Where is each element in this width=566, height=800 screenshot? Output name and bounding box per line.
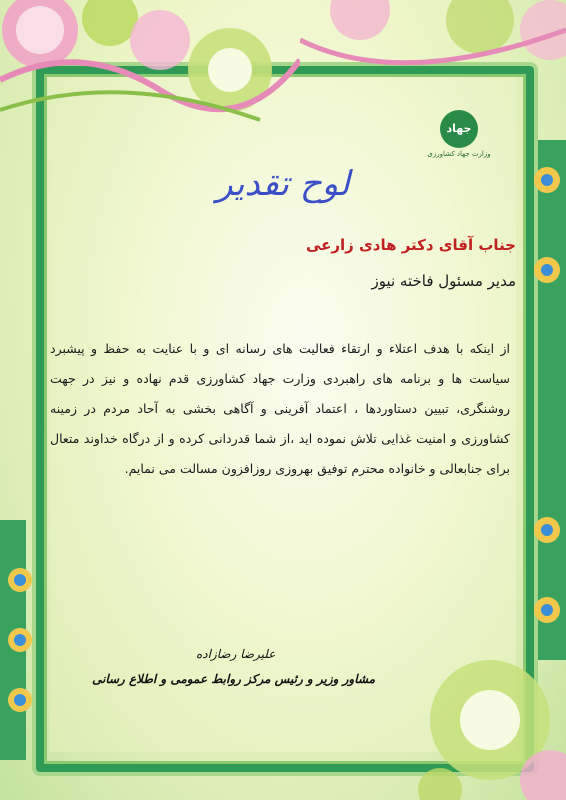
certificate-body-text: از اینکه با هدف اعتلاء و ارتقاء فعالیت های رسانه ای و با عنایت به حفظ و پیشبرد سیاست ها و برنامه های راهبردی وزارت جهاد کشاورزی قدم نهاده و نیز در جهت روشنگری، تبیین دستاوردها ، اعتماد آفرینی و آگاهی بخشی به آحاد مردم در زمینه کشاورزی و امنیت غذایی تلاش نموده اید ،از شما قدردانی کرده و از درگاه خداوند متعال برای جنابعالی و خانواده محترم توفیق بهروزی روزافزون مسالت می نمایم. (50, 341, 510, 476)
recipient-position: مدیر مسئول فاخته نیوز (371, 272, 516, 290)
logo-emblem: جهاد (440, 110, 478, 148)
logo-caption: وزارت جهاد کشاورزی (427, 150, 491, 158)
left-rosette-column (2, 560, 42, 760)
top-right-floral-ornament (300, 0, 566, 110)
right-rosette-column (528, 150, 566, 630)
bottom-right-floral-ornament (400, 640, 566, 800)
certificate-title: لوح تقدیر (216, 164, 350, 204)
recipient-name: جناب آقای دکتر هادی زارعی (305, 236, 516, 254)
top-floral-ornament (0, 0, 300, 130)
signatory-title: مشاور وزیر و رئیس مرکز روابط عمومی و اطلاع رسانی (92, 672, 375, 686)
signatory-name: علیرضا رضازاده (196, 647, 276, 661)
